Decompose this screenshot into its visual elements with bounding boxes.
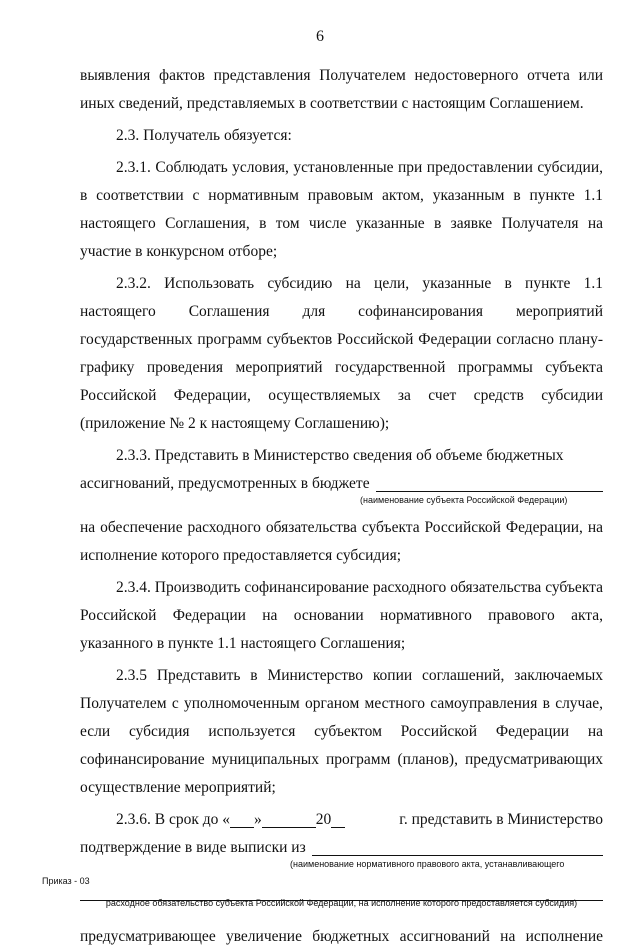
paragraph-2-3-6-line1 <box>80 806 603 834</box>
obligation-caption: расходное обязательство субъекта Российской Федерации, на исполнение которого предоставляется субсидия) <box>105 898 578 908</box>
deadline-quote: » <box>254 811 262 828</box>
day-blank <box>230 809 254 828</box>
paragraph-continuation-end: предусматривающее увеличение бюджетных ассигнований на исполнение <box>80 928 603 945</box>
act-name-blank <box>312 837 603 856</box>
paragraph-2-3-3-text: ассигнований, предусмотренных в бюджете <box>80 475 370 492</box>
page-number: 6 <box>316 28 324 45</box>
budget-subject-blank <box>376 473 603 492</box>
paragraph-2-3-3-rest: на обеспечение расходного обязательства субъекта Российской Федерации, на исполнение которого предоставляется субсидия; <box>80 519 603 564</box>
month-blank <box>262 809 316 828</box>
paragraph-2-3-2: 2.3.2. Использовать субсидию на цели, указанные в пункте 1.1 настоящего Соглашения для софинансирования мероприятий государственных программ субъектов Российской Федерации согласно плану-графику проведения мероприятий государственной программы субъекта Российской Федерации, осуществляемых за счет средств субсидии (приложение № 2 к настоящему Соглашению); <box>80 275 603 432</box>
paragraph-2-3-3-line1: 2.3.3. Представить в Министерство сведения об объеме бюджетных <box>116 447 564 464</box>
deadline-year: 20 <box>315 811 332 828</box>
deadline-suffix: г. представить в Министерство <box>399 811 603 828</box>
paragraph-2-3-4: 2.3.4. Производить софинансирование расходного обязательства субъекта Российской Федерации на основании нормативного правового акта, указанного в пункте 1.1 настоящего Соглашения; <box>80 579 603 652</box>
paragraph-2-3: 2.3. Получатель обязуется: <box>116 127 292 144</box>
document-body <box>80 62 603 951</box>
paragraph-2-3-1: 2.3.1. Соблюдать условия, установленные при предоставлении субсидии, в соответствии с нормативным правовым актом, указанным в пункте 1.1 настоящего Соглашения, в том числе указанные в заявке Получателя на участие в конкурсном отборе; <box>80 159 603 260</box>
footer-mark: Приказ - 03 <box>42 876 90 886</box>
deadline-prefix: 2.3.6. В срок до « <box>116 811 231 828</box>
act-name-caption: (наименование нормативного правового акта, устанавливающего <box>290 859 565 869</box>
year-blank <box>331 809 345 828</box>
paragraph-continuation: выявления фактов представления Получателем недостоверного отчета или иных сведений, представляемых в соответствии с настоящим Соглашением. <box>80 67 603 112</box>
subject-name-caption: (наименование субъекта Российской Федерации) <box>360 495 568 505</box>
paragraph-2-3-5: 2.3.5 Представить в Министерство копии соглашений, заключаемых Получателем с уполномоченным органом местного самоуправления в случае, если субсидия используется субъектом Российской Федерации на софинансирование муниципальных программ (планов), предусматривающих осуществление мероприятий; <box>80 667 603 796</box>
extract-text: подтверждение в виде выписки из <box>80 839 306 856</box>
